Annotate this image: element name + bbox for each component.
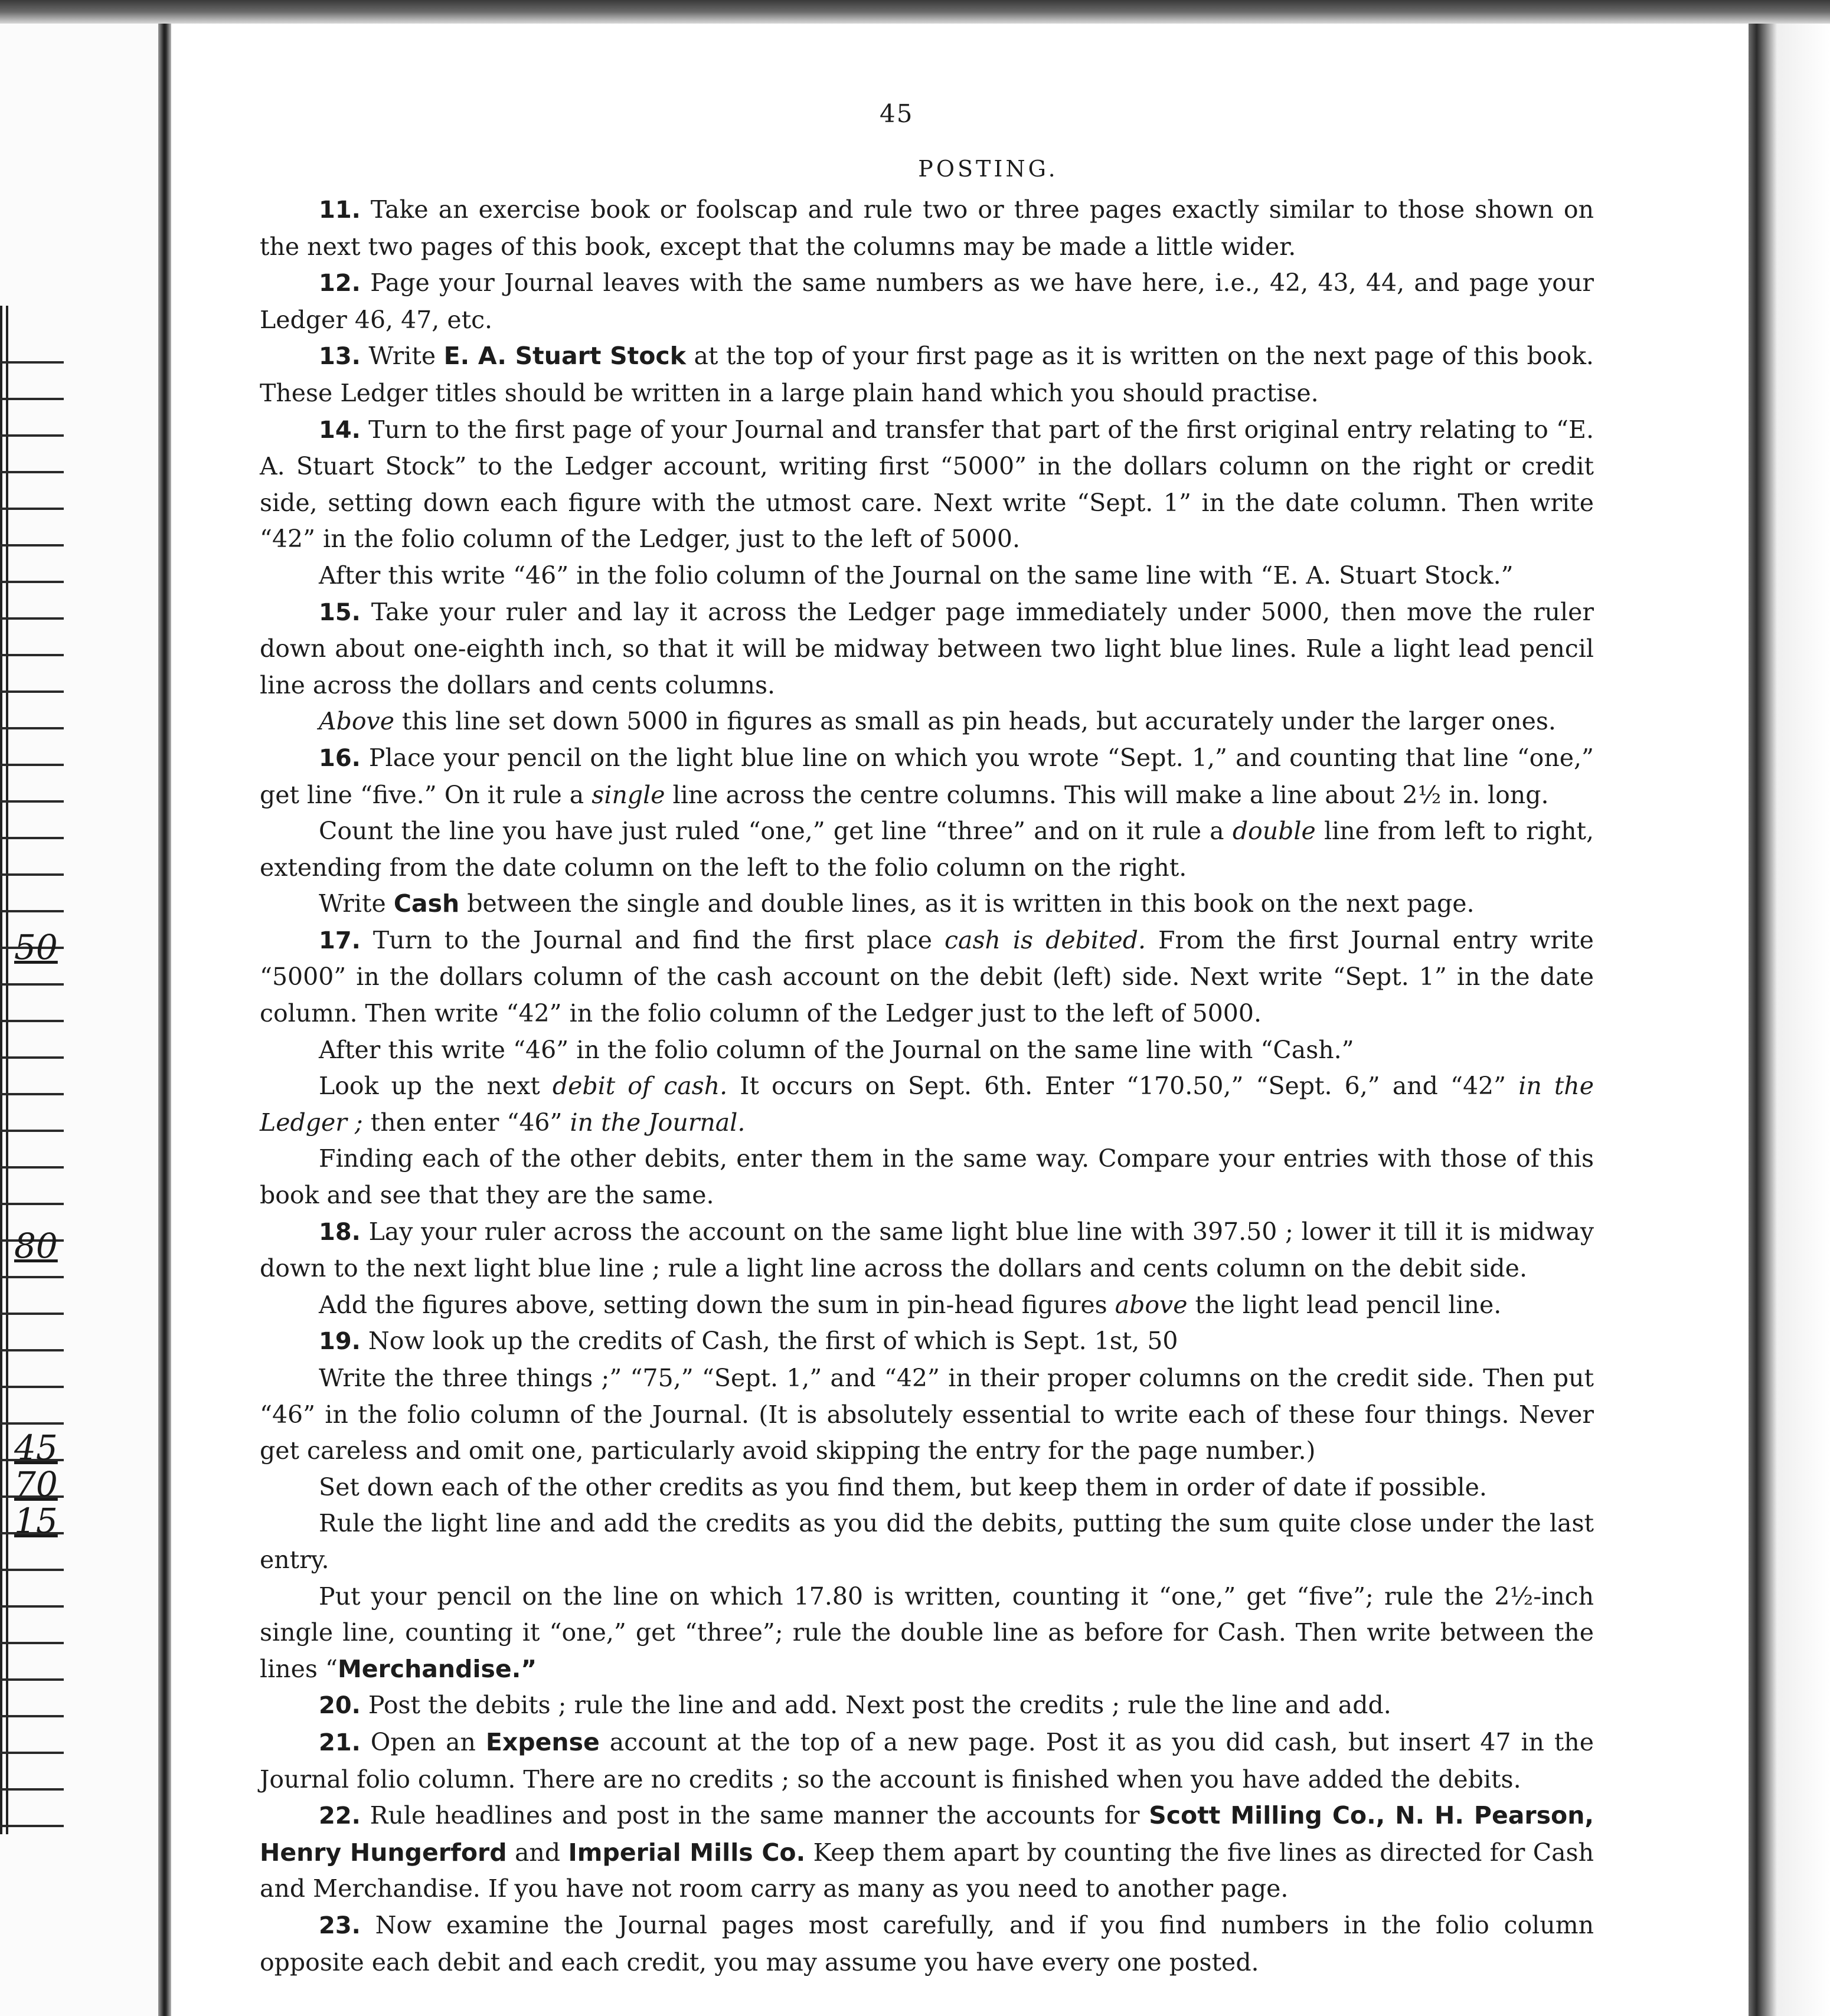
- paragraph-text: line across the centre columns. This will make a line about 2½ in. long.: [672, 780, 1549, 809]
- emphasis-text: single: [592, 780, 665, 809]
- paragraph-text: Set down each of the other credits as you find them, but keep them in order of date if possible.: [319, 1472, 1487, 1501]
- paragraph-19: [260, 1323, 1594, 1360]
- ledger-title-text: E. A. Stuart Stock: [443, 342, 686, 371]
- ledger-row-line: [0, 873, 64, 876]
- ledger-row-line: [0, 1203, 64, 1205]
- ledger-row-line: [0, 800, 64, 803]
- ledger-title-text: Imperial Mills Co.: [568, 1838, 806, 1867]
- paragraph-17: [260, 922, 1594, 1032]
- paragraph-text: Rule the light line and add the credits as you did the debits, putting the sum quite close under the last entry.: [260, 1509, 1594, 1574]
- ledger-row-line: [0, 1130, 64, 1132]
- emphasis-text: Above: [319, 707, 394, 736]
- ledger-row-line: [0, 1056, 64, 1059]
- ledger-row-line: [0, 1313, 64, 1315]
- ledger-row-line: [0, 1678, 64, 1681]
- page-number: 45: [880, 99, 914, 128]
- emphasis-text: double: [1232, 817, 1316, 846]
- ledger-row-line: [0, 654, 64, 656]
- paragraph-number: 12.: [319, 270, 361, 297]
- paragraph-text: Take your ruler and lay it across the Ledger page immediately under 5000, then move the ruler down about one-eighth inch, so that it will be midway between two light blue lines. Rule a light lead pencil line across the dollars and cents columns.: [260, 597, 1594, 699]
- paragraph-number: 19.: [319, 1328, 361, 1356]
- ledger-amount: 80: [14, 1226, 58, 1266]
- paragraph-text: the light lead pencil line.: [1195, 1290, 1502, 1319]
- ledger-row-line: [0, 1020, 64, 1022]
- ledger-row-line: [0, 544, 64, 546]
- paragraph-text: Rule headlines and post in the same manner the accounts for: [370, 1801, 1140, 1830]
- paragraph-text: From the first Journal entry write “5000” in the dollars column of the cash account on the debit (left) side. Next write “Sept. 1” in the date column. Then write “42” in the folio column of the Ledger just to the left of 5000.: [260, 925, 1594, 1028]
- ledger-row-line: [0, 1825, 64, 1827]
- ledger-row-line: [0, 1276, 64, 1278]
- ledger-row-line: [0, 1788, 64, 1791]
- paragraph-text: and: [514, 1838, 561, 1867]
- paragraph-text: Look up the next: [319, 1072, 540, 1101]
- ledger-row-line: [0, 508, 64, 510]
- paragraph-15-continued: [260, 703, 1594, 740]
- emphasis-text: in the Journal.: [570, 1108, 746, 1137]
- paragraph-number: 18.: [319, 1218, 361, 1246]
- ledger-row-line: [0, 398, 64, 400]
- paragraph-number: 23.: [319, 1912, 361, 1939]
- ledger-amount: 15: [14, 1501, 58, 1541]
- facing-page-ledger-fragment: [0, 24, 161, 2016]
- emphasis-text: in the Ledger ;: [260, 1072, 1594, 1137]
- ledger-amount: 50: [14, 927, 58, 967]
- paragraph-text: Open an: [370, 1727, 476, 1756]
- ledger-row-line: [0, 1752, 64, 1754]
- paragraph-15: [260, 594, 1594, 704]
- section-heading: POSTING.: [918, 156, 1058, 182]
- paragraph-18: [260, 1214, 1594, 1287]
- paragraph-17-debit: [260, 1068, 1594, 1141]
- paragraph-text: Turn to the Journal and find the first place: [372, 925, 933, 954]
- paragraph-text: Add the figures above, setting down the sum in pin-head figures: [319, 1290, 1107, 1319]
- book-gutter: [158, 24, 171, 2016]
- paragraph-text: Take an exercise book or foolscap and rule two or three pages exactly similar to those shown on the next two pages of this book, except that the columns may be made a little wider.: [260, 195, 1594, 261]
- paragraph-14: [260, 412, 1594, 558]
- paragraph-text: Post the debits ; rule the line and add. Next post the credits ; rule the line and add.: [368, 1691, 1391, 1720]
- paragraph-text: between the single and double lines, as it is written in this book on the next page.: [467, 889, 1475, 918]
- paragraph-16-continued: [260, 813, 1594, 886]
- paragraph-text: Page your Journal leaves with the same numbers as we have here, i.e., 42, 43, 44, and page your Ledger 46, 47, etc.: [260, 269, 1594, 334]
- paragraph-text: Turn to the first page of your Journal and transfer that part of the first original entry relating to “E. A. Stuart Stock” to the Ledger account, writing first “5000” in the dollars column on the right or credit side, setting down each figure with the utmost care. Next write “Sept. 1” in the date column. Then write “42” in the folio column of the Ledger, just to the left of 5000.: [260, 415, 1594, 554]
- paragraph-text: this line set down 5000 in figures as small as pin heads, but accurately under the larger ones.: [402, 707, 1556, 736]
- ledger-title-text: Merchandise.”: [337, 1654, 537, 1683]
- paragraph-text: After this write “46” in the folio column of the Journal on the same line with “Cash.”: [319, 1035, 1354, 1064]
- paragraph-18-continued: [260, 1287, 1594, 1324]
- paragraph-text: Now look up the credits of Cash, the first of which is Sept. 1st, 50: [368, 1327, 1178, 1356]
- paragraph-number: 22.: [319, 1802, 361, 1830]
- paragraph-19-credits: [260, 1470, 1594, 1506]
- paragraph-19-merchandise: [260, 1579, 1594, 1688]
- ledger-row-line: [0, 910, 64, 912]
- paragraph-text: Write the three things ;” “75,” “Sept. 1,” and “42” in their proper columns on the credit side. Then put “46” in the folio column of the Journal. (It is absolutely essential to write each of these four things. Never get careless and omit one, particularly avoid skipping the entry for the page number.): [260, 1364, 1594, 1465]
- ledger-row-line: [0, 1715, 64, 1717]
- ledger-row-line: [0, 581, 64, 583]
- ledger-title-text: Expense: [485, 1727, 600, 1756]
- instructions-body: [260, 192, 1594, 1981]
- ledger-title-text: Scott Milling Co., N. H. Pearson, Henry Hungerford: [260, 1801, 1594, 1867]
- paragraph-text: Write: [368, 342, 436, 371]
- paragraph-17-other-debits: [260, 1141, 1594, 1213]
- paragraph-20: [260, 1687, 1594, 1724]
- paragraph-text: then enter “46”: [370, 1108, 563, 1137]
- ledger-row-line: [0, 471, 64, 473]
- ledger-row-line: [0, 764, 64, 766]
- paragraph-number: 16.: [319, 744, 361, 772]
- paragraph-text: Put your pencil on the line on which 17.80 is written, counting it “one,” get “five”; rule the 2½-inch single line, counting it “one,” get “three”; rule the double line as before for Cash. Then write between the lines “: [260, 1582, 1594, 1683]
- paragraph-13: [260, 338, 1594, 411]
- paragraph-number: 13.: [319, 343, 361, 371]
- paragraph-number: 20.: [319, 1692, 361, 1720]
- paragraph-text: Place your pencil on the light blue line on which you wrote “Sept. 1,” and counting that line “one,” get line “five.” On it rule a: [260, 743, 1594, 809]
- scan-top-edge: [0, 0, 1830, 24]
- ledger-row-line: [0, 1422, 64, 1425]
- paragraph-text: Lay your ruler across the account on the same light blue line with 397.50 ; lower it till it is midway down to the next light blue line ; rule a light line across the dollars and cents column on the debit side.: [260, 1217, 1594, 1283]
- ledger-row-line: [0, 1093, 64, 1095]
- paragraph-text: account at the top of a new page. Post it as you did cash, but insert 47 in the Journal folio column. There are no credits ; so the account is finished when you have added the debits.: [260, 1727, 1594, 1794]
- paragraph-number: 21.: [319, 1729, 361, 1756]
- paragraph-19-continued: [260, 1360, 1594, 1470]
- paragraph-text: Finding each of the other debits, enter them in the same way. Compare your entries with those of this book and see that they are the same.: [260, 1144, 1594, 1210]
- paragraph-text: After this write “46” in the folio column of the Journal on the same line with “E. A. Stuart Stock.”: [319, 561, 1514, 590]
- paragraph-11: [260, 192, 1594, 265]
- ledger-row-line: [0, 1166, 64, 1169]
- ledger-row-line: [0, 983, 64, 986]
- paragraph-text: at the top of your first page as it is written on the next page of this book. These Ledger titles should be written in a large plain hand which you should practise.: [260, 342, 1594, 407]
- paragraph-text: line from left to right, extending from the date column on the left to the folio column on the right.: [260, 817, 1594, 882]
- paragraph-text: Keep them apart by counting the five lines as directed for Cash and Merchandise. If you have not room carry as many as you need to another page.: [260, 1838, 1594, 1903]
- page-edge-shadow: [1749, 24, 1830, 2016]
- ledger-row-line: [0, 1569, 64, 1571]
- ledger-amount: 70: [14, 1464, 58, 1504]
- paragraph-22: [260, 1798, 1594, 1907]
- ledger-row-line: [0, 617, 64, 620]
- paragraph-16-cash: [260, 886, 1594, 922]
- paragraph-text: It occurs on Sept. 6th. Enter “170.50,” “Sept. 6,” and “42”: [740, 1072, 1507, 1101]
- paragraph-14-continued: [260, 558, 1594, 594]
- paragraph-number: 17.: [319, 927, 361, 954]
- paragraph-19-rule: [260, 1506, 1594, 1578]
- ledger-row-line: [0, 1386, 64, 1388]
- paragraph-12: [260, 265, 1594, 338]
- ledger-amount: 45: [14, 1428, 58, 1468]
- ledger-row-line: [0, 837, 64, 839]
- ledger-title-text: Cash: [393, 889, 460, 918]
- paragraph-17-continued: [260, 1032, 1594, 1069]
- emphasis-text: cash is debited.: [945, 925, 1146, 954]
- paragraph-number: 11.: [319, 197, 361, 224]
- paragraph-number: 14.: [319, 416, 361, 444]
- paragraph-text: Write: [319, 889, 386, 918]
- ledger-row-line: [0, 361, 64, 364]
- paragraph-23: [260, 1907, 1594, 1981]
- emphasis-text: debit of cash.: [552, 1072, 728, 1101]
- paragraph-16: [260, 740, 1594, 813]
- ledger-row-line: [0, 1642, 64, 1644]
- ledger-row-line: [0, 727, 64, 729]
- ledger-row-line: [0, 1349, 64, 1351]
- paragraph-number: 15.: [319, 598, 361, 626]
- paragraph-text: Now examine the Journal pages most carefully, and if you find numbers in the folio column opposite each debit and each credit, you may assume you have every one posted.: [260, 1910, 1594, 1976]
- ledger-row-line: [0, 1605, 64, 1608]
- ledger-row-line: [0, 434, 64, 437]
- emphasis-text: above: [1115, 1290, 1188, 1319]
- paragraph-21: [260, 1724, 1594, 1798]
- ledger-row-line: [0, 690, 64, 693]
- paragraph-text: Count the line you have just ruled “one,” get line “three” and on it rule a: [319, 817, 1224, 846]
